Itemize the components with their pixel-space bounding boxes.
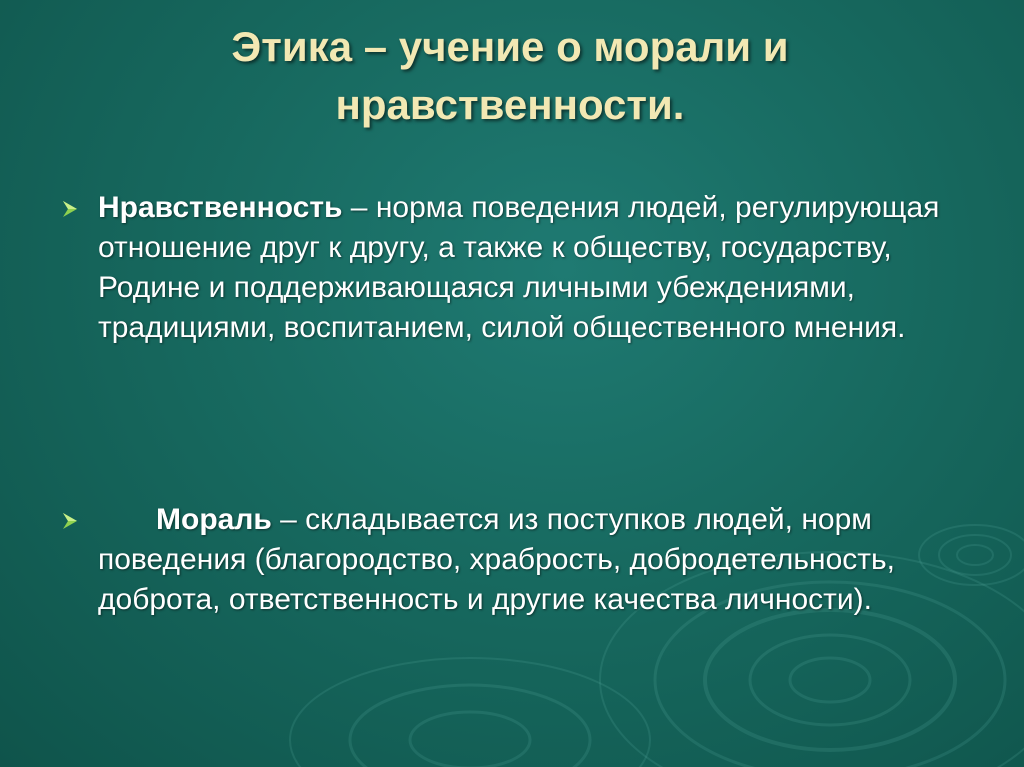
bullet-text — [98, 188, 980, 348]
bullet-item-morals-definition — [60, 500, 980, 620]
bullet-description: – норма поведения людей, регулирующая отношение друг к другу, а также к обществу, государству, Родине и поддерживающаяся личными убеждениями, традициями, воспитанием, силой общественного мнения. — [98, 191, 940, 344]
title-line-1: Этика – учение о морали и — [231, 23, 789, 70]
slide-title — [90, 18, 930, 134]
bullet-term: Мораль — [156, 503, 272, 536]
title-line-2: нравственности. — [335, 81, 685, 128]
bullet-text — [98, 500, 980, 620]
arrow-bullet-icon — [60, 510, 82, 532]
arrow-bullet-icon — [60, 198, 82, 220]
bullet-item-morality-definition — [60, 188, 980, 348]
bullet-term: Нравственность — [98, 191, 343, 224]
bullet-description: – складывается из поступков людей, норм поведения (благородство, храбрость, добродетельность, доброта, ответственность и другие качества личности). — [98, 503, 895, 616]
